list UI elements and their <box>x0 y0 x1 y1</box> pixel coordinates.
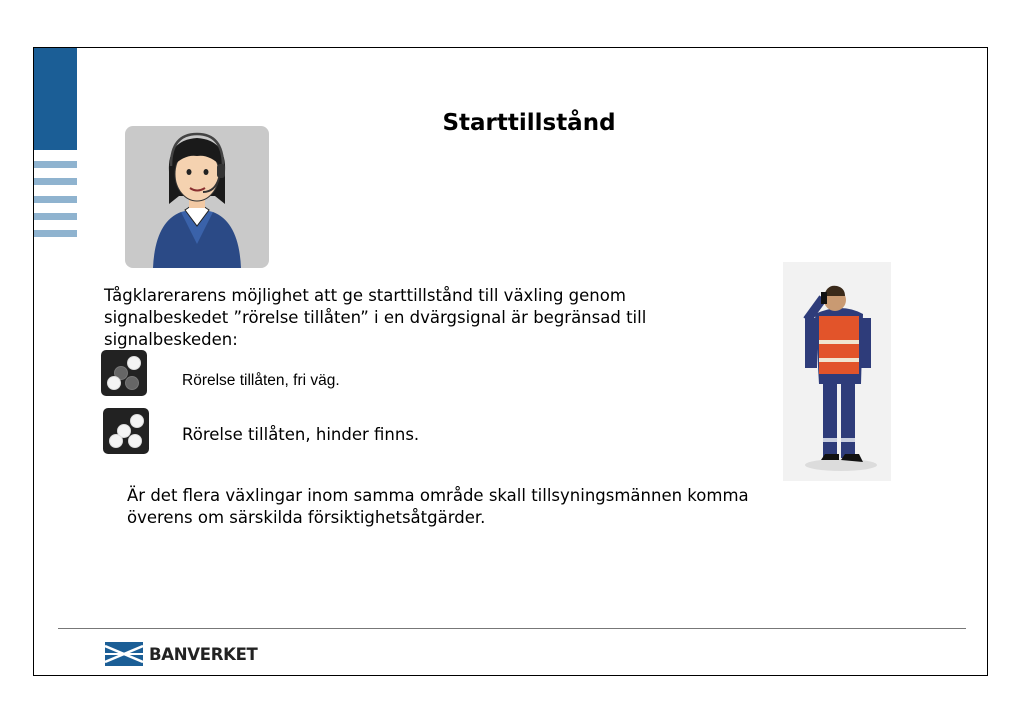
banverket-logo-icon <box>105 642 143 666</box>
slide <box>33 47 988 676</box>
dwarf-signal-free-path-icon <box>101 350 147 396</box>
dwarf-signal-obstacle-icon <box>103 408 149 454</box>
dispatcher-icon <box>125 126 269 268</box>
sidebar-stripe <box>34 213 77 220</box>
note-paragraph: Är det flera växlingar inom samma område skall tillsyningsmännen komma överens om särskilda försiktighetsåtgärder. <box>127 486 749 527</box>
footer-divider <box>58 628 966 629</box>
signal-lamp <box>125 376 139 390</box>
banverket-logo-text: BANVERKET <box>149 644 258 664</box>
signal-lamp <box>109 434 123 448</box>
signal-lamp <box>130 414 144 428</box>
signal-lamp <box>128 434 142 448</box>
sidebar-stripe <box>34 196 77 203</box>
sidebar-accent <box>34 48 77 150</box>
railway-worker-icon <box>783 262 891 481</box>
signal-lamp <box>107 376 121 390</box>
sidebar-stripe <box>34 230 77 237</box>
signal-obstacle-label: Rörelse tillåten, hinder finns. <box>182 425 420 444</box>
intro-paragraph: Tågklarerarens möjlighet att ge starttillstånd till växling genom signalbeskedet ”rörelse tillåten” i en dvärgsignal är begränsad till signalbeskeden: <box>104 286 647 349</box>
signal-lamp <box>127 356 141 370</box>
dispatcher-illustration <box>125 126 269 268</box>
railway-worker-illustration <box>783 262 891 481</box>
banverket-logo <box>105 640 258 668</box>
signal-free-path-label: Rörelse tillåten, fri väg. <box>182 372 340 389</box>
slide-title: Starttillstånd <box>442 110 616 136</box>
sidebar-stripe <box>34 178 77 185</box>
sidebar-stripe <box>34 161 77 168</box>
